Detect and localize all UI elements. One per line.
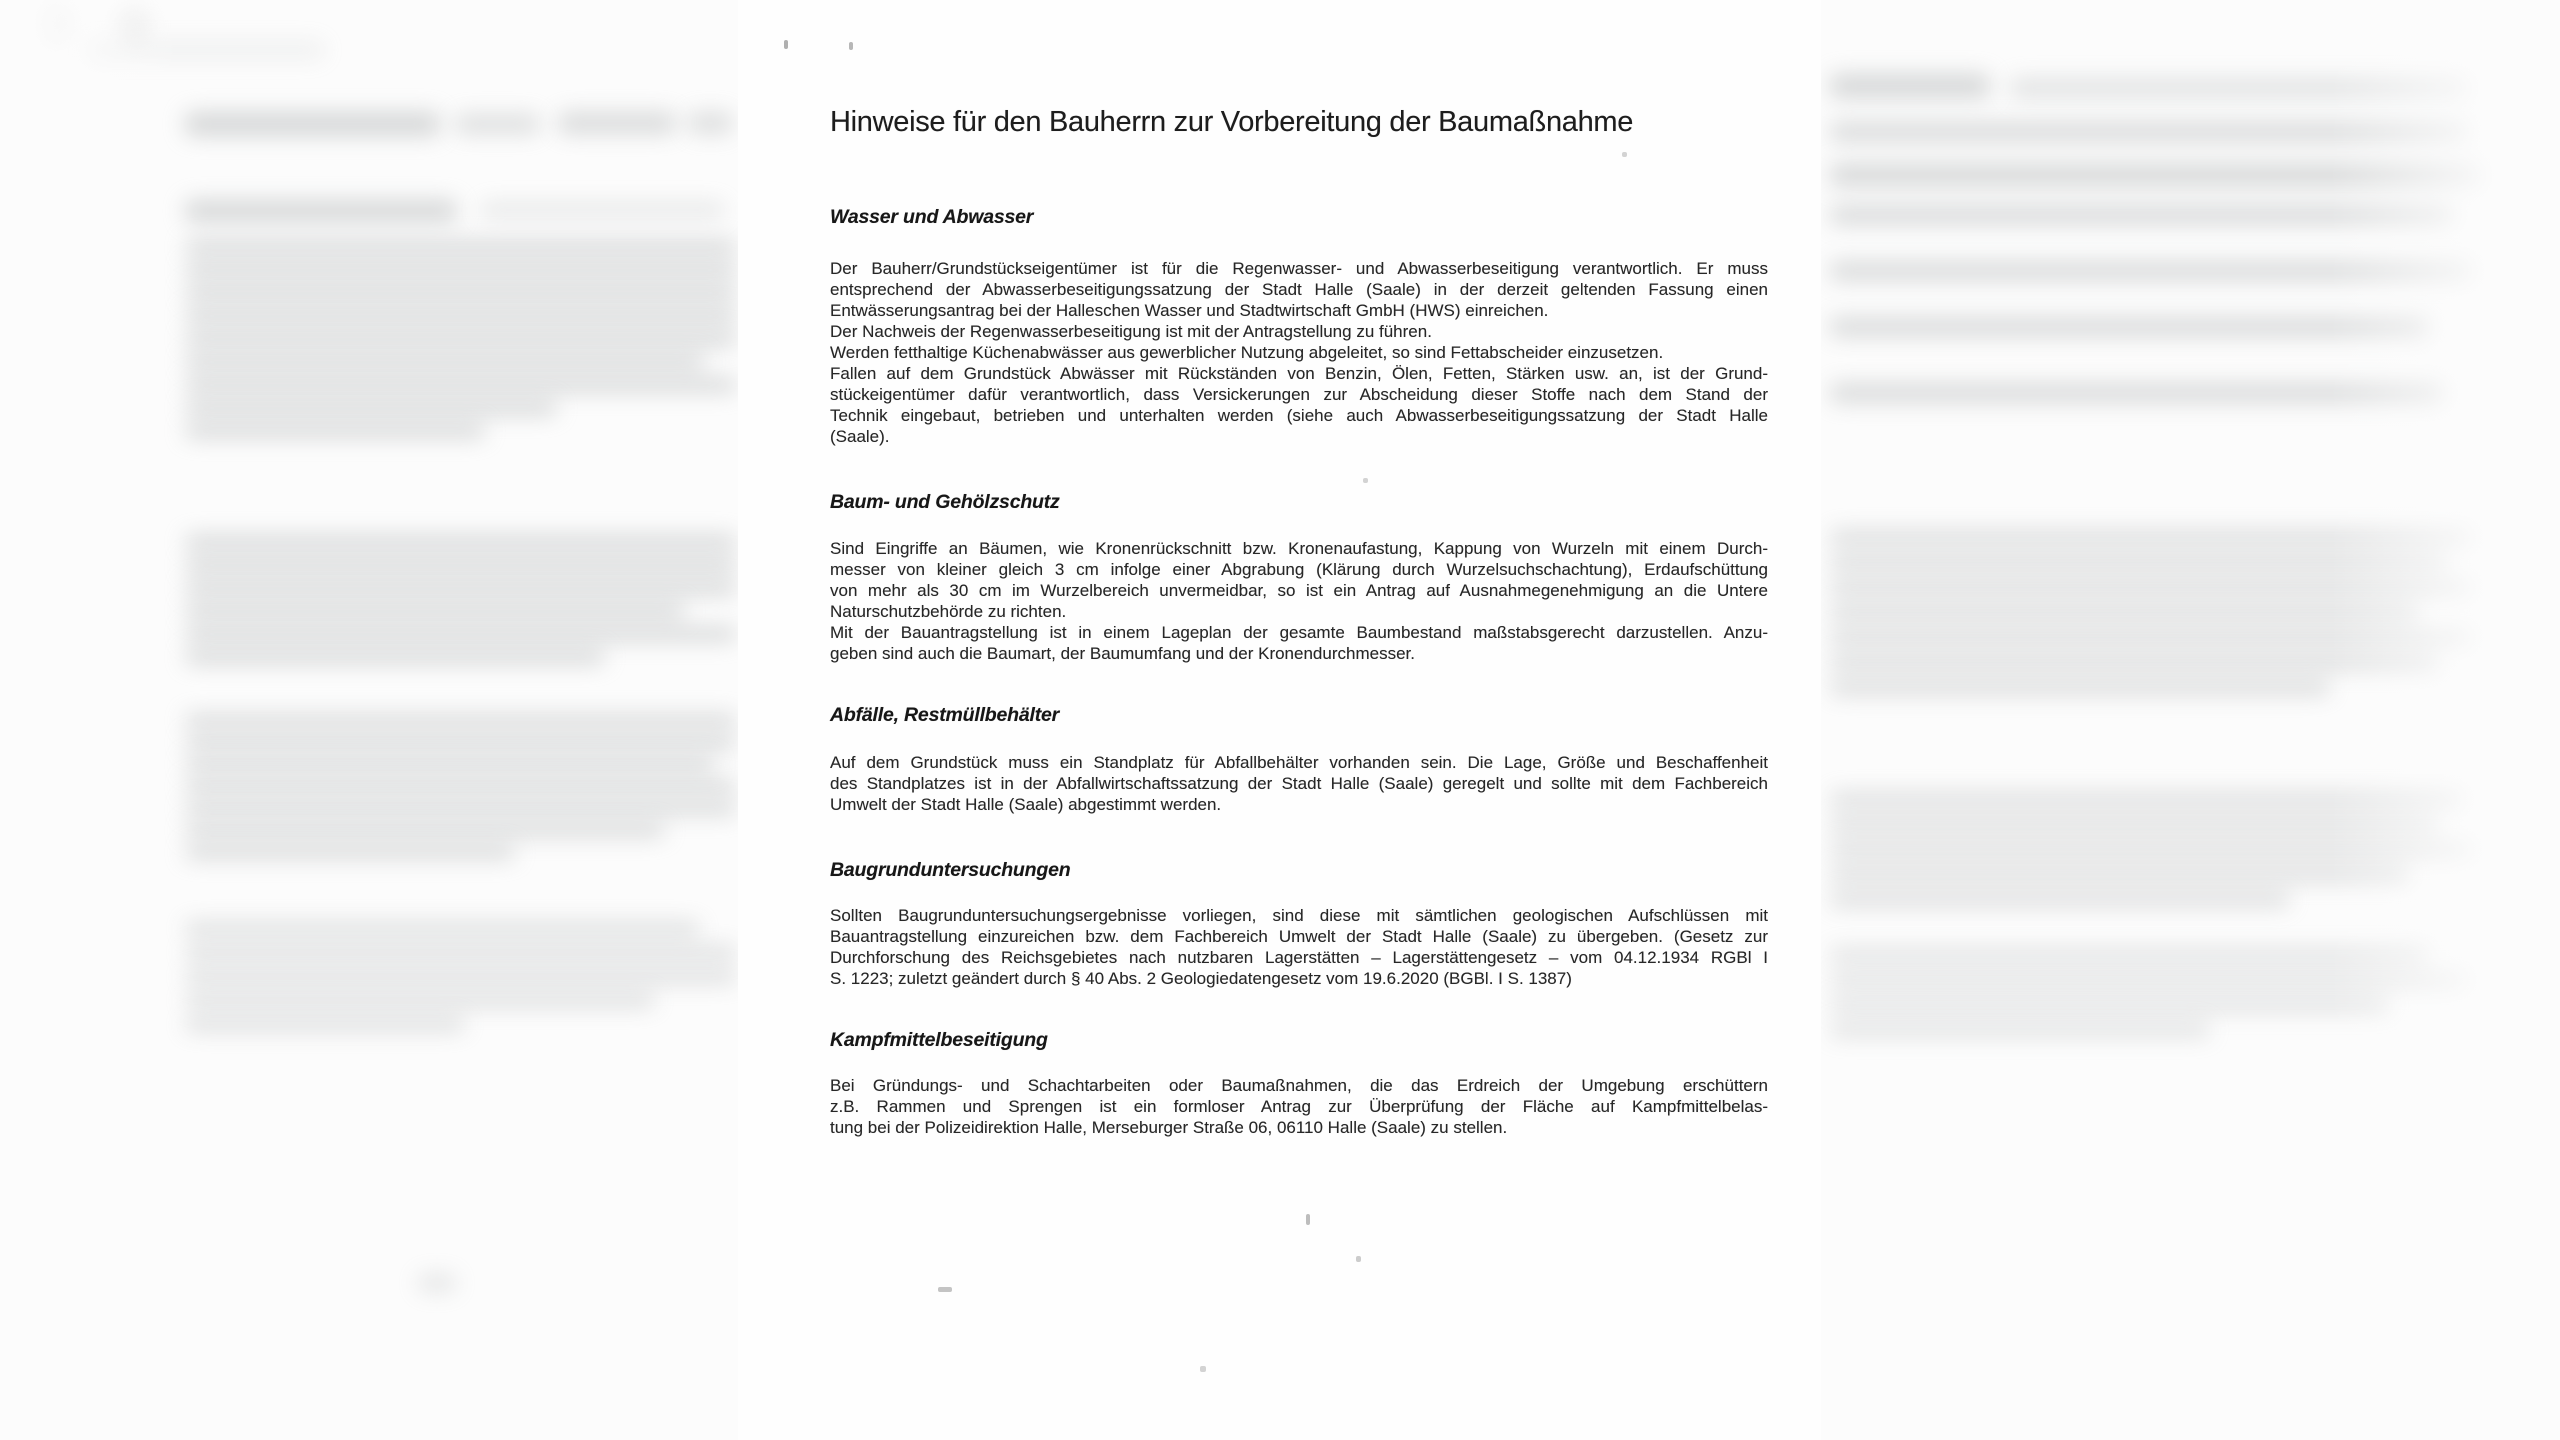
blurred-text-band [688,112,733,134]
text-line: Entwässerungsantrag bei der Halleschen Wasser und Stadtwirtschaft GmbH (HWS) einreichen. [830,301,1549,320]
blurred-text-band [185,780,737,793]
blurred-text-band [185,558,737,572]
text-line: Der Nachweis der Regenwasserbeseitigung ist mit der Antragstellung zu führen. [830,322,1432,341]
section-body [830,258,1768,447]
blurred-text-band [185,286,737,300]
blurred-text-band [185,758,715,771]
blurred-text-band [1830,74,1990,98]
section-heading: Abfälle, Restmüllbehälter [830,704,1060,726]
scan-speck [938,1287,952,1292]
text-line: Bei Gründungs- und Schachtarbeiten oder Baumaßnahmen, die das Erdreich der Umgebung erschüttern [830,1076,1768,1095]
document-section [830,858,1768,988]
document-page [738,0,1821,1440]
text-line: Naturschutzbehörde zu richten. [830,602,1067,621]
text-line: (Saale). [830,427,890,446]
scan-speck [1200,1366,1206,1372]
text-line: Bauantragstellung einzureichen bzw. dem Fachbereich Umwelt der Stadt Halle (Saale) zu übergeben. (Gesetz zur [830,927,1768,946]
blurred-text-band [185,401,557,415]
scan-speck [784,40,788,49]
scan-speck [849,42,853,50]
document-section [830,1028,1768,1137]
blurred-text-band [185,332,737,346]
left-edge-fade [0,0,180,1440]
blurred-text-band [185,604,685,618]
blurred-text-band [1830,680,2330,695]
text-line: entsprechend der Abwasserbeseitigungssatzung der Stadt Halle (Saale) in der derzeit geltenden Fassung einen [830,280,1768,299]
blurred-text-band [1830,998,2390,1012]
scan-speck [1363,478,1368,483]
blurred-text-band [185,714,737,727]
blurred-text-band [185,378,737,392]
document-section [830,490,1768,663]
section-heading: Wasser und Abwasser [830,206,1034,228]
document-section [830,703,1768,814]
section-body [830,905,1768,989]
blurred-text-band [185,824,665,837]
blurred-text-band [185,424,485,438]
right-edge-fade [2330,0,2560,1440]
blurred-text-band [418,1274,456,1292]
text-line: des Standplatzes ist in der Abfallwirtschaftssatzung der Stadt Halle (Saale) geregelt und sollte mit dem Fachbereich [830,774,1768,793]
blurred-text-band [558,112,676,134]
blurred-text-band [1830,867,2410,882]
text-line: Durchforschung des Reichsgebietes nach nutzbaren Lagerstätten – Lagerstättengesetz – vom 04.12.1934 RGBl I [830,948,1768,967]
text-line: Sind Eingriffe an Bäumen, wie Kronenrückschnitt bzw. Kronenaufastung, Kappung von Wurzeln mit einem Durch- [830,539,1768,558]
text-line: messer von kleiner gleich 3 cm infolge einer Abgrabung (Klärung durch Wurzelsuchschachtung), Erdaufschüttung [830,560,1768,579]
section-heading: Kampfmittelbeseitigung [830,1029,1048,1051]
blurred-text-band [185,946,737,959]
blurred-text-band [1830,892,2290,907]
blurred-text-band [480,202,725,218]
text-line: Auf dem Grundstück muss ein Standplatz für Abfallbehälter vorhanden sein. Die Lage, Größe und Beschaffenheit [830,753,1768,772]
text-line: Der Bauherr/Grundstückseigentümer ist für die Regenwasser- und Abwasserbeseitigung verantwortlich. Er muss [830,259,1768,278]
blurred-text-band [185,922,700,935]
document-section [830,205,1768,446]
blurred-text-band [1830,1023,2210,1037]
text-line: Sollten Baugrunduntersuchungsergebnisse vorliegen, sind diese mit sämtlichen geologischen Aufschlüssen mit [830,906,1768,925]
blurred-text-band [185,627,737,641]
blurred-text-band [185,355,705,369]
blurred-text-band [185,846,515,859]
text-line: von mehr als 30 cm im Wurzelbereich unvermeidbar, so ist ein Antrag auf Ausnahmegenehmigung an die Untere [830,581,1768,600]
text-line: z.B. Rammen und Sprengen ist ein formloser Antrag zur Überprüfung der Fläche auf Kampfmittelbelas- [830,1097,1768,1116]
blurred-text-band [185,535,737,549]
text-line: Werden fetthaltige Küchenabwässer aus gewerblicher Nutzung abgeleitet, so sind Fettabscheider einzusetzen. [830,343,1664,362]
text-line: tung bei der Polizeidirektion Halle, Merseburger Straße 06, 06110 Halle (Saale) zu stellen. [830,1118,1508,1137]
text-line: geben sind auch die Baumart, der Baumumfang und der Kronendurchmesser. [830,644,1415,663]
blurred-text-band [185,736,737,749]
blurred-text-band [455,114,540,134]
scan-speck [1306,1214,1310,1225]
scan-speck [1622,152,1627,157]
blurred-text-band [185,240,737,254]
text-line: Technik eingebaut, betrieben und unterhalten werden (siehe auch Abwasserbeseitigungssatzung der Stadt Halle [830,406,1768,425]
text-line: Fallen auf dem Grundstück Abwässer mit Rückständen von Benzin, Ölen, Fetten, Stärken usw. an, ist der Grund- [830,364,1768,383]
section-body [830,1075,1768,1138]
blurred-text-band [185,200,457,222]
text-line: stückeigentümer dafür verantwortlich, dass Versickerungen zur Abscheidung dieser Stoffe nach dem Stand der [830,385,1768,404]
section-body [830,752,1768,815]
section-heading: Baum- und Gehölzschutz [830,491,1060,513]
blurred-text-band [185,994,655,1007]
blurred-text-band [185,1018,465,1031]
blurred-text-band [185,650,605,664]
blurred-text-band [185,309,737,323]
blurred-text-band [185,112,440,136]
text-line: Mit der Bauantragstellung ist in einem Lageplan der gesamte Baumbestand maßstabsgerecht darzustellen. Anzu- [830,623,1768,642]
text-line: Umwelt der Stadt Halle (Saale) abgestimmt werden. [830,795,1222,814]
blurred-text-band [185,802,737,815]
blurred-text-band [185,581,737,595]
text-line: S. 1223; zuletzt geändert durch § 40 Abs. 2 Geologiedatengesetz vom 19.6.2020 (BGBl. I S. 1387) [830,969,1572,988]
section-body [830,538,1768,664]
document-title: Hinweise für den Bauherrn zur Vorbereitung der Baumaßnahme [830,106,1634,138]
scan-speck [1356,1256,1361,1262]
blurred-text-band [185,263,737,277]
blurred-text-band [185,970,737,983]
section-heading: Baugrunduntersuchungen [830,859,1071,881]
